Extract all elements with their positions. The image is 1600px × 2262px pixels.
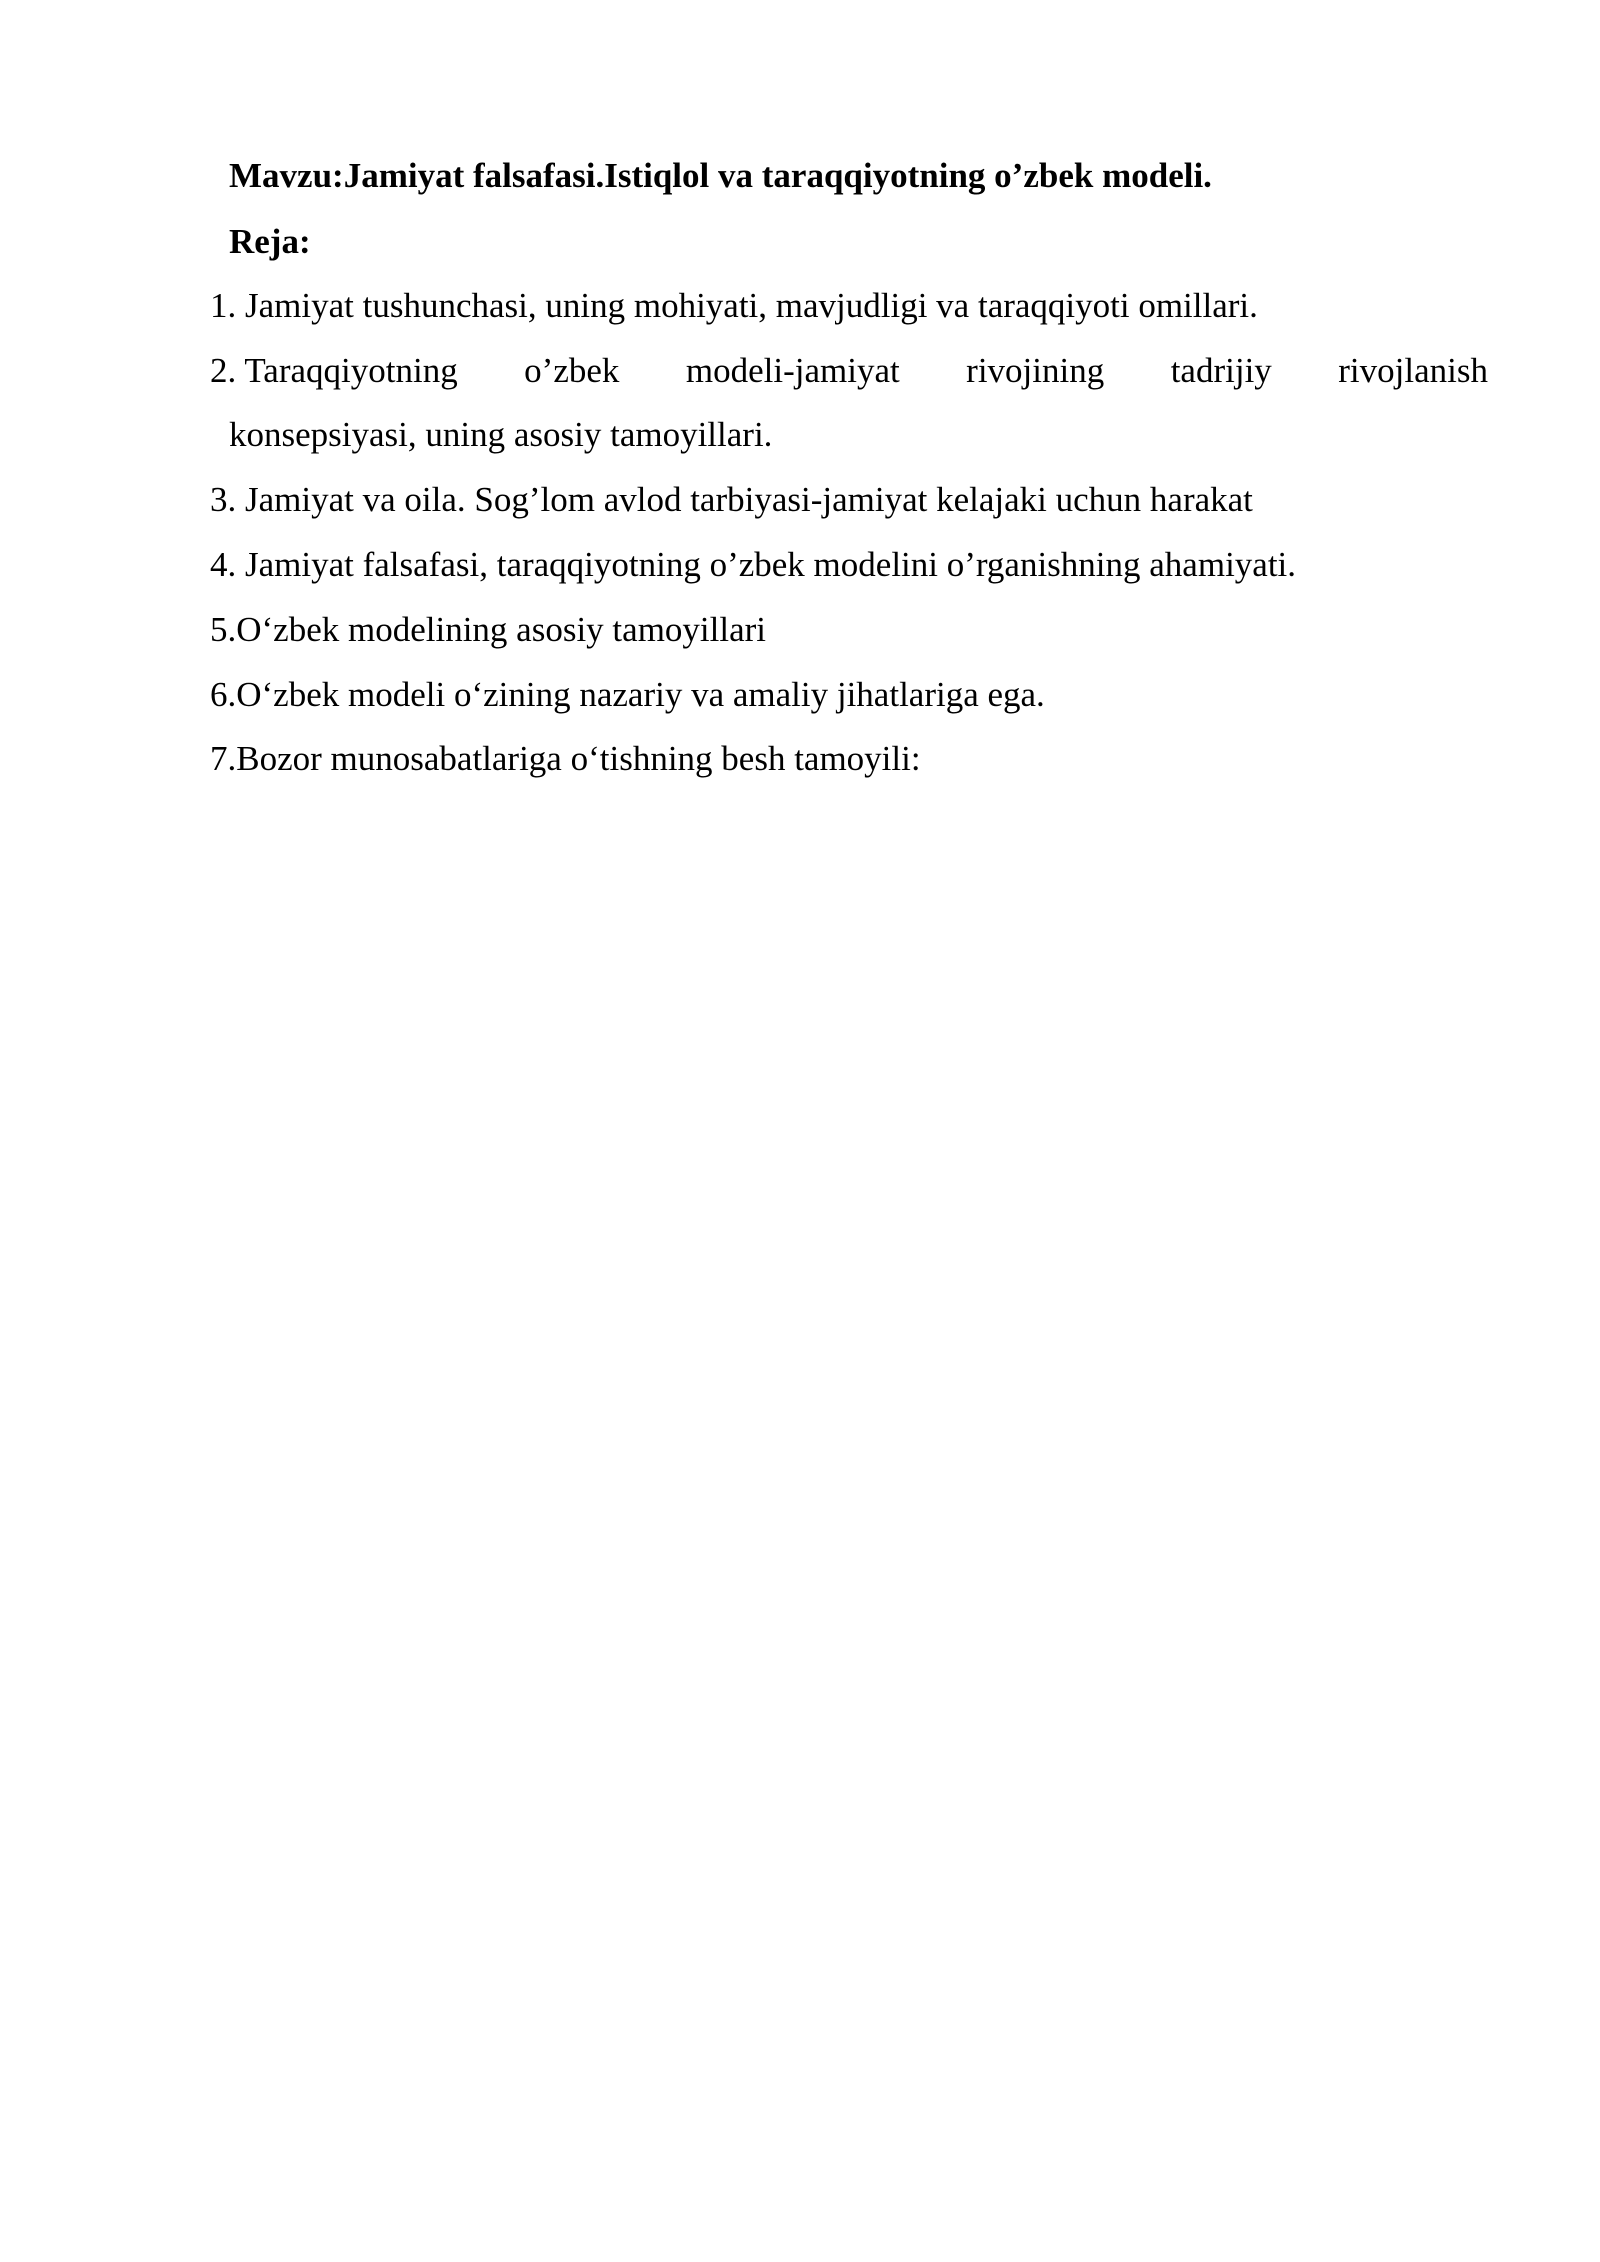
- plan-item-2-word: o’zbek: [524, 351, 620, 390]
- plan-heading: Reja:: [229, 222, 311, 261]
- plan-item-2-word: rivojlanish: [1338, 351, 1488, 390]
- plan-item-1: 1. Jamiyat tushunchasi, uning mohiyati, mavjudligi va taraqqiyoti omillari.: [210, 286, 1258, 325]
- plan-item-2-word: tadrijiy: [1170, 351, 1272, 390]
- plan-item-3: 3. Jamiyat va oila. Sog’lom avlod tarbiyasi-jamiyat kelajaki uchun harakat: [210, 480, 1253, 519]
- plan-item-2-line-1: [210, 349, 1488, 393]
- plan-item-6: 6.O‘zbek modeli o‘zining nazariy va amaliy jihatlariga ega.: [210, 675, 1045, 714]
- plan-item-2-word: 2. Taraqqiyotning: [210, 351, 458, 390]
- document-title: Mavzu:Jamiyat falsafasi.Istiqlol va taraqqiyotning o’zbek modeli.: [229, 156, 1212, 195]
- plan-item-5: 5.O‘zbek modelining asosiy tamoyillari: [210, 610, 767, 649]
- plan-item-4: 4. Jamiyat falsafasi, taraqqiyotning o’zbek modelini o’rganishning ahamiyati.: [210, 545, 1297, 584]
- plan-item-7: 7.Bozor munosabatlariga o‘tishning besh tamoyili:: [210, 739, 921, 778]
- plan-item-2-line-2: konsepsiyasi, uning asosiy tamoyillari.: [229, 415, 773, 454]
- plan-item-2-word: modeli-jamiyat: [685, 351, 900, 390]
- plan-item-2-word: rivojining: [966, 351, 1105, 390]
